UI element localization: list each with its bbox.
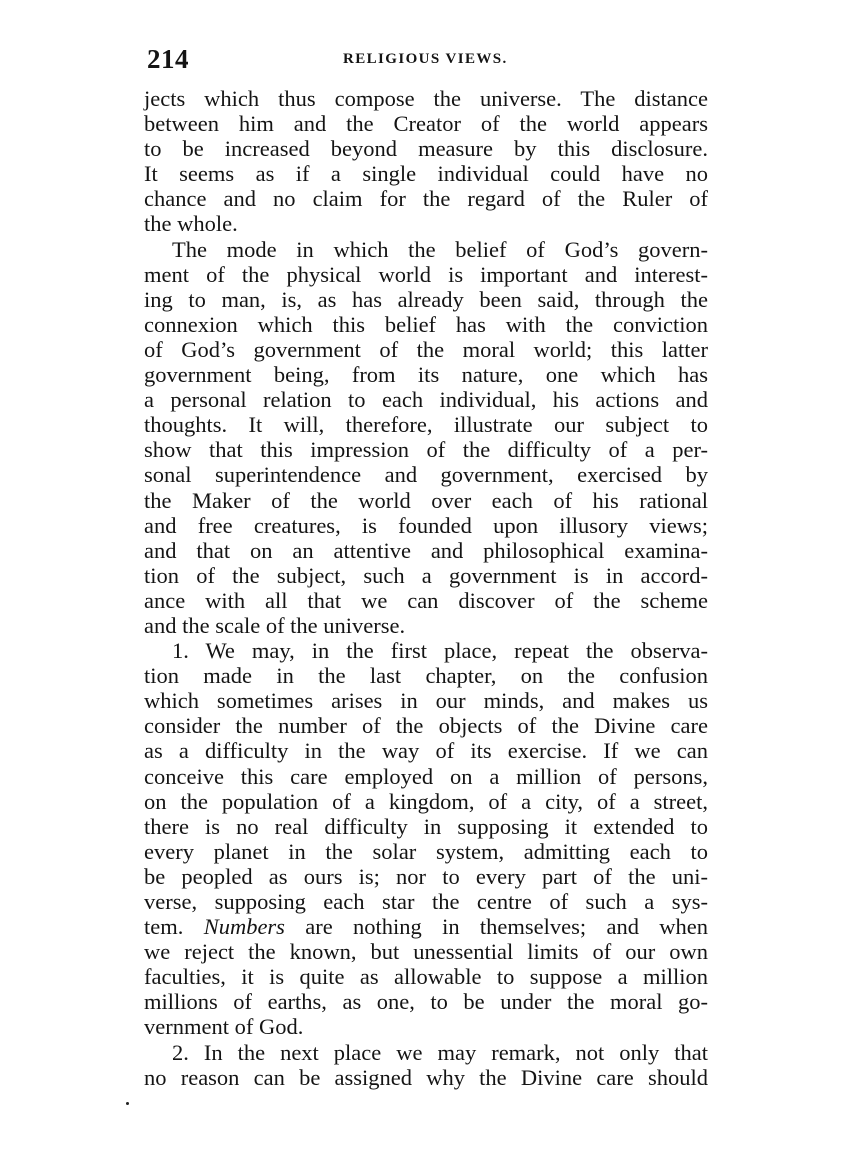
text-line: tion of the subject, such a government is in accord- (144, 562, 708, 588)
text-line: and that on an attentive and philosophical examina- (144, 537, 708, 563)
text-line: chance and no claim for the regard of the Ruler of (144, 186, 708, 212)
text-line: show that this impression of the difficulty of a per- (144, 437, 708, 463)
text-line: as a difficulty in the way of its exercise. If we can (144, 738, 708, 764)
text-line: the Maker of the world over each of his rational (144, 487, 708, 513)
text-line: ance with all that we can discover of the scheme (144, 587, 708, 613)
text-line: It seems as if a single individual could have no (144, 161, 708, 187)
page-number: 214 (147, 44, 189, 74)
text-line: the whole. (144, 211, 238, 237)
text-line: to be increased beyond measure by this disclosure. (144, 136, 708, 162)
text-line: 1. We may, in the first place, repeat the observa- (172, 638, 708, 664)
text-line: consider the number of the objects of the Divine care (144, 713, 708, 739)
emphasis: Numbers (203, 914, 285, 940)
text-line: ment of the physical world is important and interest- (144, 261, 708, 287)
text-line: tem. Numbers are nothing in themselves; and when (144, 914, 708, 940)
text-line: vernment of God. (144, 1014, 304, 1040)
text-line: every planet in the solar system, admitting each to (144, 838, 708, 864)
text-line: on the population of a kingdom, of a city, of a street, (144, 788, 708, 814)
text-line: and free creatures, is founded upon illusory views; (144, 512, 708, 538)
text-line: jects which thus compose the universe. The distance (144, 86, 708, 111)
text-line: government being, from its nature, one which has (144, 362, 708, 388)
body-text (144, 86, 708, 1090)
text-line: verse, supposing each star the centre of such a sys- (144, 889, 708, 914)
running-head-title: RELIGIOUS VIEWS. (343, 51, 508, 67)
text-line: 2. In the next place we may remark, not only that (172, 1039, 708, 1065)
text-line: be peopled as ours is; nor to every part of the uni- (144, 863, 708, 889)
text-line: and the scale of the universe. (144, 612, 406, 638)
ink-speck (126, 1102, 129, 1105)
text-line: there is no real difficulty in supposing it extended to (144, 813, 708, 839)
text-line: no reason can be assigned why the Divine care should (144, 1064, 708, 1090)
text-line: millions of earths, as one, to be under the moral go- (144, 989, 708, 1015)
text-line: The mode in which the belief of God’s govern- (172, 236, 708, 262)
text-line: we reject the known, but unessential limits of our own (144, 939, 708, 965)
text-line: ing to man, is, as has already been said, through the (144, 286, 708, 312)
text-line: sonal superintendence and government, exercised by (144, 462, 708, 488)
text-line: a personal relation to each individual, his actions and (144, 387, 708, 413)
text-line: between him and the Creator of the world appears (144, 111, 708, 137)
text-line: faculties, it is quite as allowable to suppose a million (144, 964, 708, 990)
text-line: tion made in the last chapter, on the confusion (144, 663, 708, 689)
text-line: conceive this care employed on a million of persons, (144, 763, 708, 789)
text-line: thoughts. It will, therefore, illustrate our subject to (144, 412, 708, 438)
text-line: of God’s government of the moral world; this latter (144, 336, 708, 362)
text-line: which sometimes arises in our minds, and makes us (144, 688, 708, 714)
running-head (147, 44, 707, 78)
text-line: connexion which this belief has with the conviction (144, 311, 708, 337)
